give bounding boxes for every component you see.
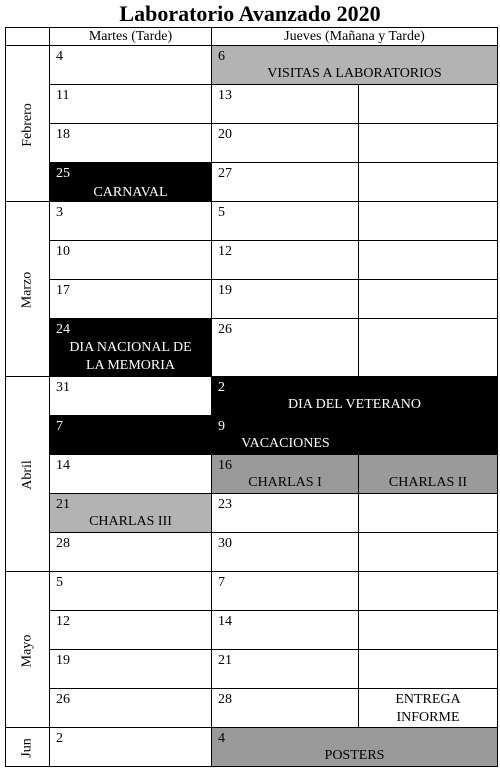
event-label: CHARLAS II — [388, 475, 468, 490]
day-number: 24 — [56, 322, 70, 337]
event-label: CHARLAS I — [248, 475, 322, 490]
tuesday-cell — [50, 455, 212, 494]
tuesday-cell — [50, 241, 212, 280]
day-number: 17 — [56, 283, 70, 298]
week-row — [6, 689, 498, 728]
tuesday-cell — [50, 689, 212, 728]
day-number: 21 — [56, 497, 70, 512]
week-row — [6, 416, 498, 455]
week-row — [6, 319, 498, 377]
thursday-cell — [212, 319, 359, 377]
day-number: 2 — [56, 731, 63, 746]
day-number: 7 — [56, 419, 63, 434]
week-row — [6, 611, 498, 650]
thursday-extra-cell — [359, 611, 498, 650]
day-number: 3 — [56, 205, 63, 220]
event-label: CHARLAS III — [89, 514, 172, 529]
event-label: DIA DEL VETERANO — [288, 397, 421, 412]
event-cell-charlas-3 — [50, 494, 212, 533]
month-jun — [6, 728, 50, 767]
schedule-table — [5, 27, 498, 767]
day-number: 12 — [218, 244, 232, 259]
thursday-extra-cell — [359, 163, 498, 202]
day-number: 31 — [56, 380, 70, 395]
day-number: 10 — [56, 244, 70, 259]
day-number: 2 — [218, 380, 225, 395]
day-number: 5 — [56, 575, 63, 590]
page-title: Laboratorio Avanzado 2020 — [119, 1, 381, 26]
month-label: Mayo — [19, 634, 35, 667]
event-cell-memoria — [50, 319, 212, 377]
event-cell-veterano — [212, 377, 498, 416]
day-number: 14 — [218, 614, 232, 629]
thursday-cell — [212, 202, 359, 241]
month-label: Jun — [19, 738, 35, 758]
thursday-extra-cell — [359, 124, 498, 163]
week-row — [6, 280, 498, 319]
month-mar — [6, 202, 50, 377]
week-row — [6, 85, 498, 124]
event-label: DIA NACIONAL DE — [69, 340, 192, 355]
tuesday-cell — [50, 46, 212, 85]
week-row — [6, 728, 498, 767]
thursday-cell — [212, 85, 359, 124]
day-number: 5 — [218, 205, 225, 220]
event-label: VISITAS A LABORATORIOS — [267, 66, 442, 81]
tuesday-cell — [50, 85, 212, 124]
day-number: 28 — [56, 536, 70, 551]
week-row — [6, 494, 498, 533]
thursday-cell — [212, 280, 359, 319]
tuesday-cell — [50, 650, 212, 689]
day-number: 20 — [218, 127, 232, 142]
thursday-extra-cell — [359, 85, 498, 124]
tuesday-header: Martes (Tarde) — [50, 28, 212, 46]
event-cell-carnaval — [50, 163, 212, 202]
day-number: 26 — [218, 322, 232, 337]
week-row — [6, 241, 498, 280]
event-label: POSTERS — [324, 748, 385, 763]
tuesday-cell — [50, 572, 212, 611]
thursday-cell — [212, 241, 359, 280]
thursday-extra-cell — [359, 202, 498, 241]
month-label: Abril — [19, 460, 35, 490]
event-cell-entrega — [359, 689, 498, 728]
day-number: 23 — [218, 497, 232, 512]
day-number: 27 — [218, 166, 232, 181]
thursday-extra-cell — [359, 280, 498, 319]
day-number: 26 — [56, 692, 70, 707]
thursday-cell — [212, 611, 359, 650]
event-label: LA MEMORIA — [85, 358, 176, 373]
day-number: 19 — [56, 653, 70, 668]
week-row — [6, 202, 498, 241]
month-label: Febrero — [19, 102, 35, 147]
header-row — [6, 28, 498, 46]
day-number: 9 — [218, 419, 225, 434]
tuesday-cell — [50, 202, 212, 241]
thursday-cell — [212, 533, 359, 572]
week-row — [6, 46, 498, 85]
day-number: 7 — [218, 575, 225, 590]
day-number: 19 — [218, 283, 232, 298]
week-row — [6, 455, 498, 494]
thursday-cell — [212, 494, 359, 533]
thursday-extra-cell — [359, 494, 498, 533]
day-number: 4 — [218, 731, 225, 746]
week-row — [6, 377, 498, 416]
day-number: 11 — [56, 88, 70, 103]
week-row — [6, 163, 498, 202]
event-cell-posters — [212, 728, 498, 767]
tuesday-cell — [50, 611, 212, 650]
day-number: 6 — [218, 49, 225, 64]
thursday-header: Jueves (Mañana y Tarde) — [212, 28, 498, 46]
month-feb — [6, 46, 50, 202]
thursday-extra-cell — [359, 572, 498, 611]
day-number: 4 — [56, 49, 63, 64]
thursday-cell — [212, 124, 359, 163]
thursday-extra-cell — [359, 241, 498, 280]
week-row — [6, 572, 498, 611]
event-cell-visitas — [212, 46, 498, 85]
thursday-cell — [212, 163, 359, 202]
event-cell-charlas-2 — [359, 455, 498, 494]
event-label: VACACIONES — [241, 436, 330, 451]
event-label: ENTREGA — [395, 692, 461, 707]
event-cell-charlas-1 — [212, 455, 359, 494]
day-number: 16 — [218, 458, 232, 473]
month-header — [6, 28, 50, 46]
month-may — [6, 572, 50, 728]
month-apr — [6, 377, 50, 572]
day-number: 25 — [56, 166, 70, 181]
day-number: 21 — [218, 653, 232, 668]
week-row — [6, 650, 498, 689]
tuesday-cell — [50, 124, 212, 163]
event-label: CARNAVAL — [93, 185, 168, 200]
thursday-cell — [212, 572, 359, 611]
day-number: 13 — [218, 88, 232, 103]
tuesday-cell — [50, 728, 212, 767]
tuesday-cell — [50, 533, 212, 572]
thursday-extra-cell — [359, 319, 498, 377]
day-number: 12 — [56, 614, 70, 629]
event-label: INFORME — [396, 710, 460, 725]
week-row — [6, 533, 498, 572]
event-cell-vacaciones-start — [50, 416, 212, 455]
week-row — [6, 124, 498, 163]
event-cell-vacaciones — [212, 416, 498, 455]
month-label: Marzo — [19, 271, 35, 309]
thursday-extra-cell — [359, 533, 498, 572]
day-number: 30 — [218, 536, 232, 551]
day-number: 14 — [56, 458, 70, 473]
tuesday-cell — [50, 280, 212, 319]
tuesday-cell — [50, 377, 212, 416]
thursday-cell — [212, 689, 359, 728]
day-number: 18 — [56, 127, 70, 142]
thursday-cell — [212, 650, 359, 689]
thursday-extra-cell — [359, 650, 498, 689]
day-number: 28 — [218, 692, 232, 707]
